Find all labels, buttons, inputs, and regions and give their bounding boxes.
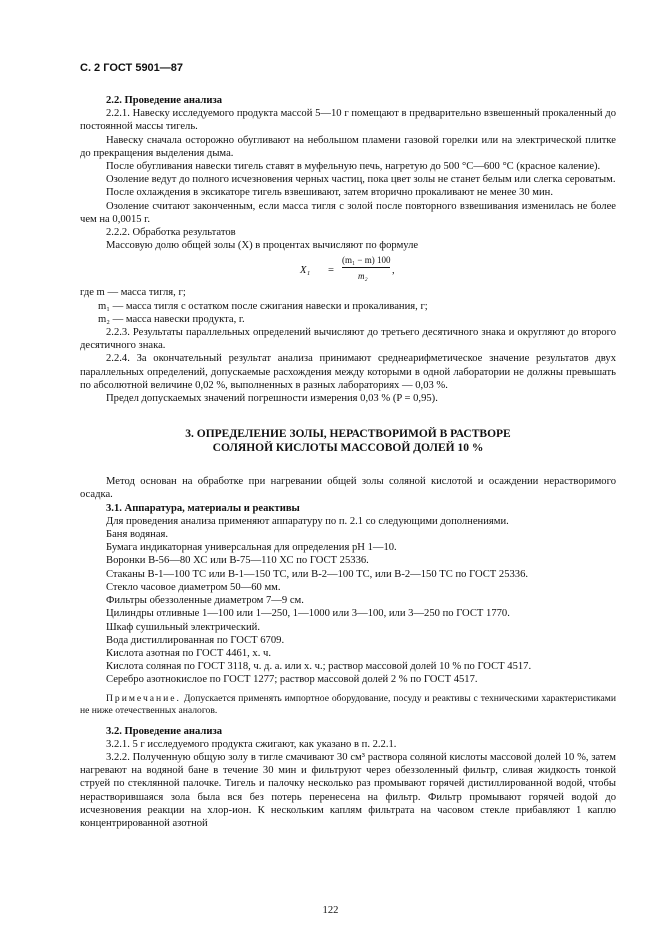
list-item: Бумага индикаторная универсальная для определения pH 1—10.	[106, 542, 397, 554]
paragraph-2-2-2: 2.2.2. Обработка результатов	[106, 227, 236, 239]
running-header: С. 2 ГОСТ 5901—87	[80, 62, 184, 74]
formula-equals: =	[328, 265, 334, 277]
paragraph-3-2-2: 3.2.2. Полученную общую золу в тигле смачивают 30 см³ раствора соляной кислоты массовой долей 10 %, затем нагревают на водяной бане в течение 30 мин и фильтруют через обеззоленный фильтр, сливая жидкость тонкой струей по стеклянной палочке. Тигель и палочку несколько раз промывают горячей дистиллированной водой, чтобы нерастворившаяся зола была вся без потерь перенесена на фильтр. Фильтр промывают горячей водой до исчезновения реакции на хлор-ион. К нескольким каплям фильтрата на часовом стекле прибавляют 1 каплю концентрированной азотной	[80, 751, 616, 829]
list-item: Шкаф сушильный электрический.	[106, 621, 261, 633]
paragraph-complete: Озоление считают законченным, если масса тигля с золой после повторного взвешивания изменилась не более чем на 0,0015 г.	[80, 200, 616, 225]
list-item: Кислота соляная по ГОСТ 3118, ч. д. а. или х. ч.; раствор массовой долей 10 % по ГОСТ 4517.	[106, 661, 532, 673]
page-number: 122	[322, 905, 339, 916]
note-paragraph	[80, 693, 616, 717]
ash-formula	[80, 252, 616, 286]
formula-comma: ,	[392, 265, 395, 277]
formula-denominator: m₂	[358, 271, 368, 282]
where-m: где m — масса тигля, г;	[80, 287, 186, 299]
formula-lhs: X₁	[300, 265, 311, 277]
section-3-intro: Метод основан на обработке при нагревании общей золы соляной кислотой и осаждении нерастворимого осадка.	[80, 476, 616, 501]
list-item: Воронки В-56—80 ХС или В-75—110 ХС по ГОСТ 25336.	[106, 555, 369, 567]
section-2-2-heading: 2.2. Проведение анализа	[106, 95, 222, 106]
section-3-title-line2: СОЛЯНОЙ КИСЛОТЫ МАССОВОЙ ДОЛЕЙ 10 %	[212, 442, 484, 455]
list-item: Вода дистиллированная по ГОСТ 6709.	[106, 634, 285, 646]
list-item: Баня водяная.	[106, 529, 169, 541]
where-m2: m₂ — масса навески продукта, г.	[98, 313, 245, 325]
paragraph-2-2-1: 2.2.1. Навеску исследуемого продукта массой 5—10 г помещают в предварительно взвешенный прокаленный до постоянной массы тигель.	[80, 108, 616, 133]
list-item: Цилиндры отливные 1—100 или 1—250, 1—1000 или 3—100, или 3—250 по ГОСТ 1770.	[106, 608, 510, 620]
section-3-2-heading: 3.2. Проведение анализа	[106, 725, 222, 737]
list-item: Кислота азотная по ГОСТ 4461, х. ч.	[106, 647, 271, 659]
paragraph-muffle: После обугливания навески тигель ставят в муфельную печь, нагретую до 500 °С—600 °С (красное каление).	[106, 161, 601, 173]
section-3-title	[80, 427, 616, 455]
paragraph-2-2-3: 2.2.3. Результаты параллельных определений вычисляют до третьего десятичного знака и округляют до второго десятичного знака.	[80, 327, 616, 352]
list-item: Стаканы В-1—100 ТС или В-1—150 ТС, или В-2—100 ТС, или В-2—150 ТС по ГОСТ 25336.	[106, 568, 529, 580]
list-item: Стекло часовое диаметром 50—60 мм.	[106, 581, 281, 593]
paragraph-cooling: После охлаждения в эксикаторе тигель взвешивают, затем вторично прокаливают не менее 30 мин.	[106, 187, 553, 199]
where-m1: m₁ — масса тигля с остатком после сжигания навески и прокаливания, г;	[98, 300, 428, 312]
paragraph-error-limit: Предел допускаемых значений погрешности измерения 0,03 % (P = 0,95).	[106, 393, 438, 405]
paragraph-3-2-1: 3.2.1. 5 г исследуемого продукта сжигают, как указано в п. 2.2.1.	[106, 738, 397, 750]
note-label: Примечание.	[106, 692, 181, 704]
paragraph-ashing: Озоление ведут до полного исчезновения черных частиц, пока цвет золы не станет белым или слегка сероватым.	[106, 174, 616, 186]
list-item: Фильтры обеззоленные диаметром 7—9 см.	[106, 595, 304, 607]
apparatus-list	[80, 515, 616, 687]
paragraph-2-2-4: 2.2.4. За окончательный результат анализа принимают среднеарифметическое значение результатов двух параллельных определений, допускаемые расхождения между которыми в одной лаборатории не должны превышать по абсолютной величине 0,02 %, выполненных в разных лабораториях — 0,03 %.	[80, 353, 616, 391]
list-item: Серебро азотнокислое по ГОСТ 1277; раствор массовой долей 2 % по ГОСТ 4517.	[106, 674, 478, 686]
page-body	[80, 94, 616, 830]
paragraph-charring: Навеску сначала осторожно обугливают на небольшом пламени газовой горелки или на электрической плитке до прекращения выделения дыма.	[80, 134, 616, 159]
paragraph-formula-intro: Массовую долю общей золы (X) в процентах вычисляют по формуле	[106, 240, 419, 252]
section-3-title-line1: 3. ОПРЕДЕЛЕНИЕ ЗОЛЫ, НЕРАСТВОРИМОЙ В РАСТВОРЕ	[185, 428, 511, 441]
list-item: Для проведения анализа применяют аппаратуру по п. 2.1 со следующими дополнениями.	[106, 515, 509, 527]
formula-numerator: (m₁ − m) 100	[342, 255, 391, 266]
fraction-bar	[342, 267, 390, 268]
note-text: Допускается применять импортное оборудование, посуду и реактивы с техническими характеристиками не ниже отечественных аналогов.	[80, 692, 617, 716]
section-3-1-heading: 3.1. Аппаратура, материалы и реактивы	[106, 502, 300, 514]
